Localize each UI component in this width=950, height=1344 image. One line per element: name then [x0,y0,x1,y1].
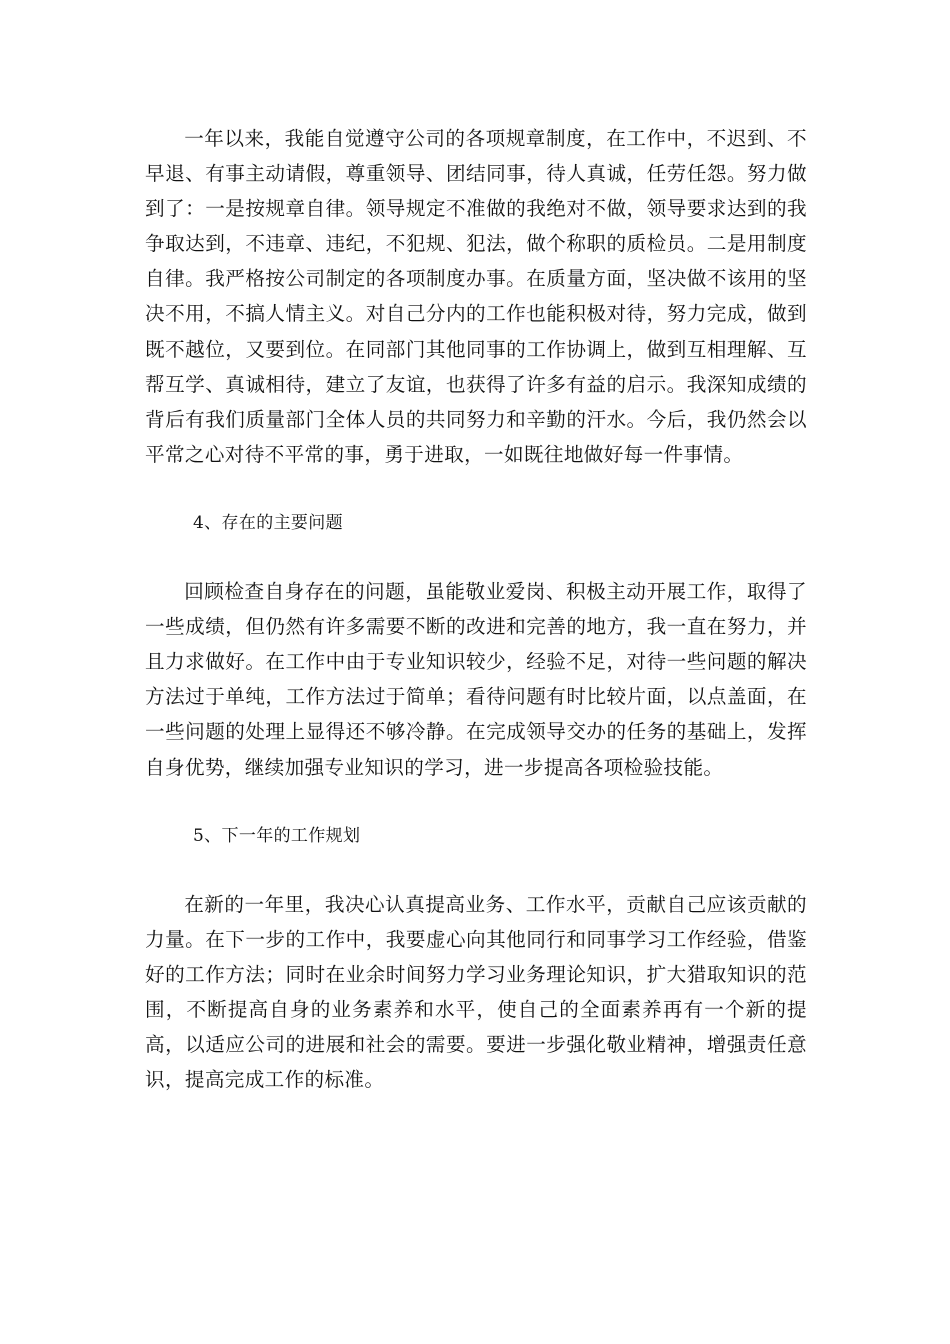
paragraph-main-problems: 回顾检查自身存在的问题，虽能敬业爱岗、积极主动开展工作，取得了一些成绩，但仍然有许多需要不断的改进和完善的地方，我一直在努力，并且力求做好。在工作中由于专业知识较少，经验不足，对待一些问题的解决方法过于单纯，工作方法过于简单；看待问题有时比较片面，以点盖面，在一些问题的处理上显得还不够冷静。在完成领导交办的任务的基础上，发挥自身优势，继续加强专业知识的学习，进一步提高各项检验技能。 [145,580,807,779]
section-heading-next-year-plan: 5、下一年的工作规划 [193,825,361,846]
section-heading-main-problems: 4、存在的主要问题 [193,512,343,533]
paragraph-work-discipline: 一年以来，我能自觉遵守公司的各项规章制度，在工作中，不迟到、不早退、有事主动请假，尊重领导、团结同事，待人真诚，任劳任怨。努力做到了：一是按规章自律。领导规定不准做的我绝对不做，领导要求达到的我争取达到，不违章、违纪，不犯规、犯法，做个称职的质检员。二是用制度自律。我严格按公司制定的各项制度办事。在质量方面，坚决做不该用的坚决不用，不搞人情主义。对自己分内的工作也能积极对待，努力完成，做到既不越位，又要到位。在同部门其他同事的工作协调上，做到互相理解、互帮互学、真诚相待，建立了友谊，也获得了许多有益的启示。我深知成绩的背后有我们质量部门全体人员的共同努力和辛勤的汗水。今后，我仍然会以平常之心对待不平常的事，勇于进取，一如既往地做好每一件事情。 [145,127,807,466]
paragraph-next-year-plan: 在新的一年里，我决心认真提高业务、工作水平，贡献自己应该贡献的力量。在下一步的工作中，我要虚心向其他同行和同事学习工作经验，借鉴好的工作方法；同时在业余时间努力学习业务理论知识，扩大猎取知识的范围，不断提高自身的业务素养和水平，使自己的全面素养再有一个新的提高，以适应公司的进展和社会的需要。要进一步强化敬业精神，增强责任意识，提高完成工作的标准。 [145,892,807,1092]
document-body [145,121,807,1097]
